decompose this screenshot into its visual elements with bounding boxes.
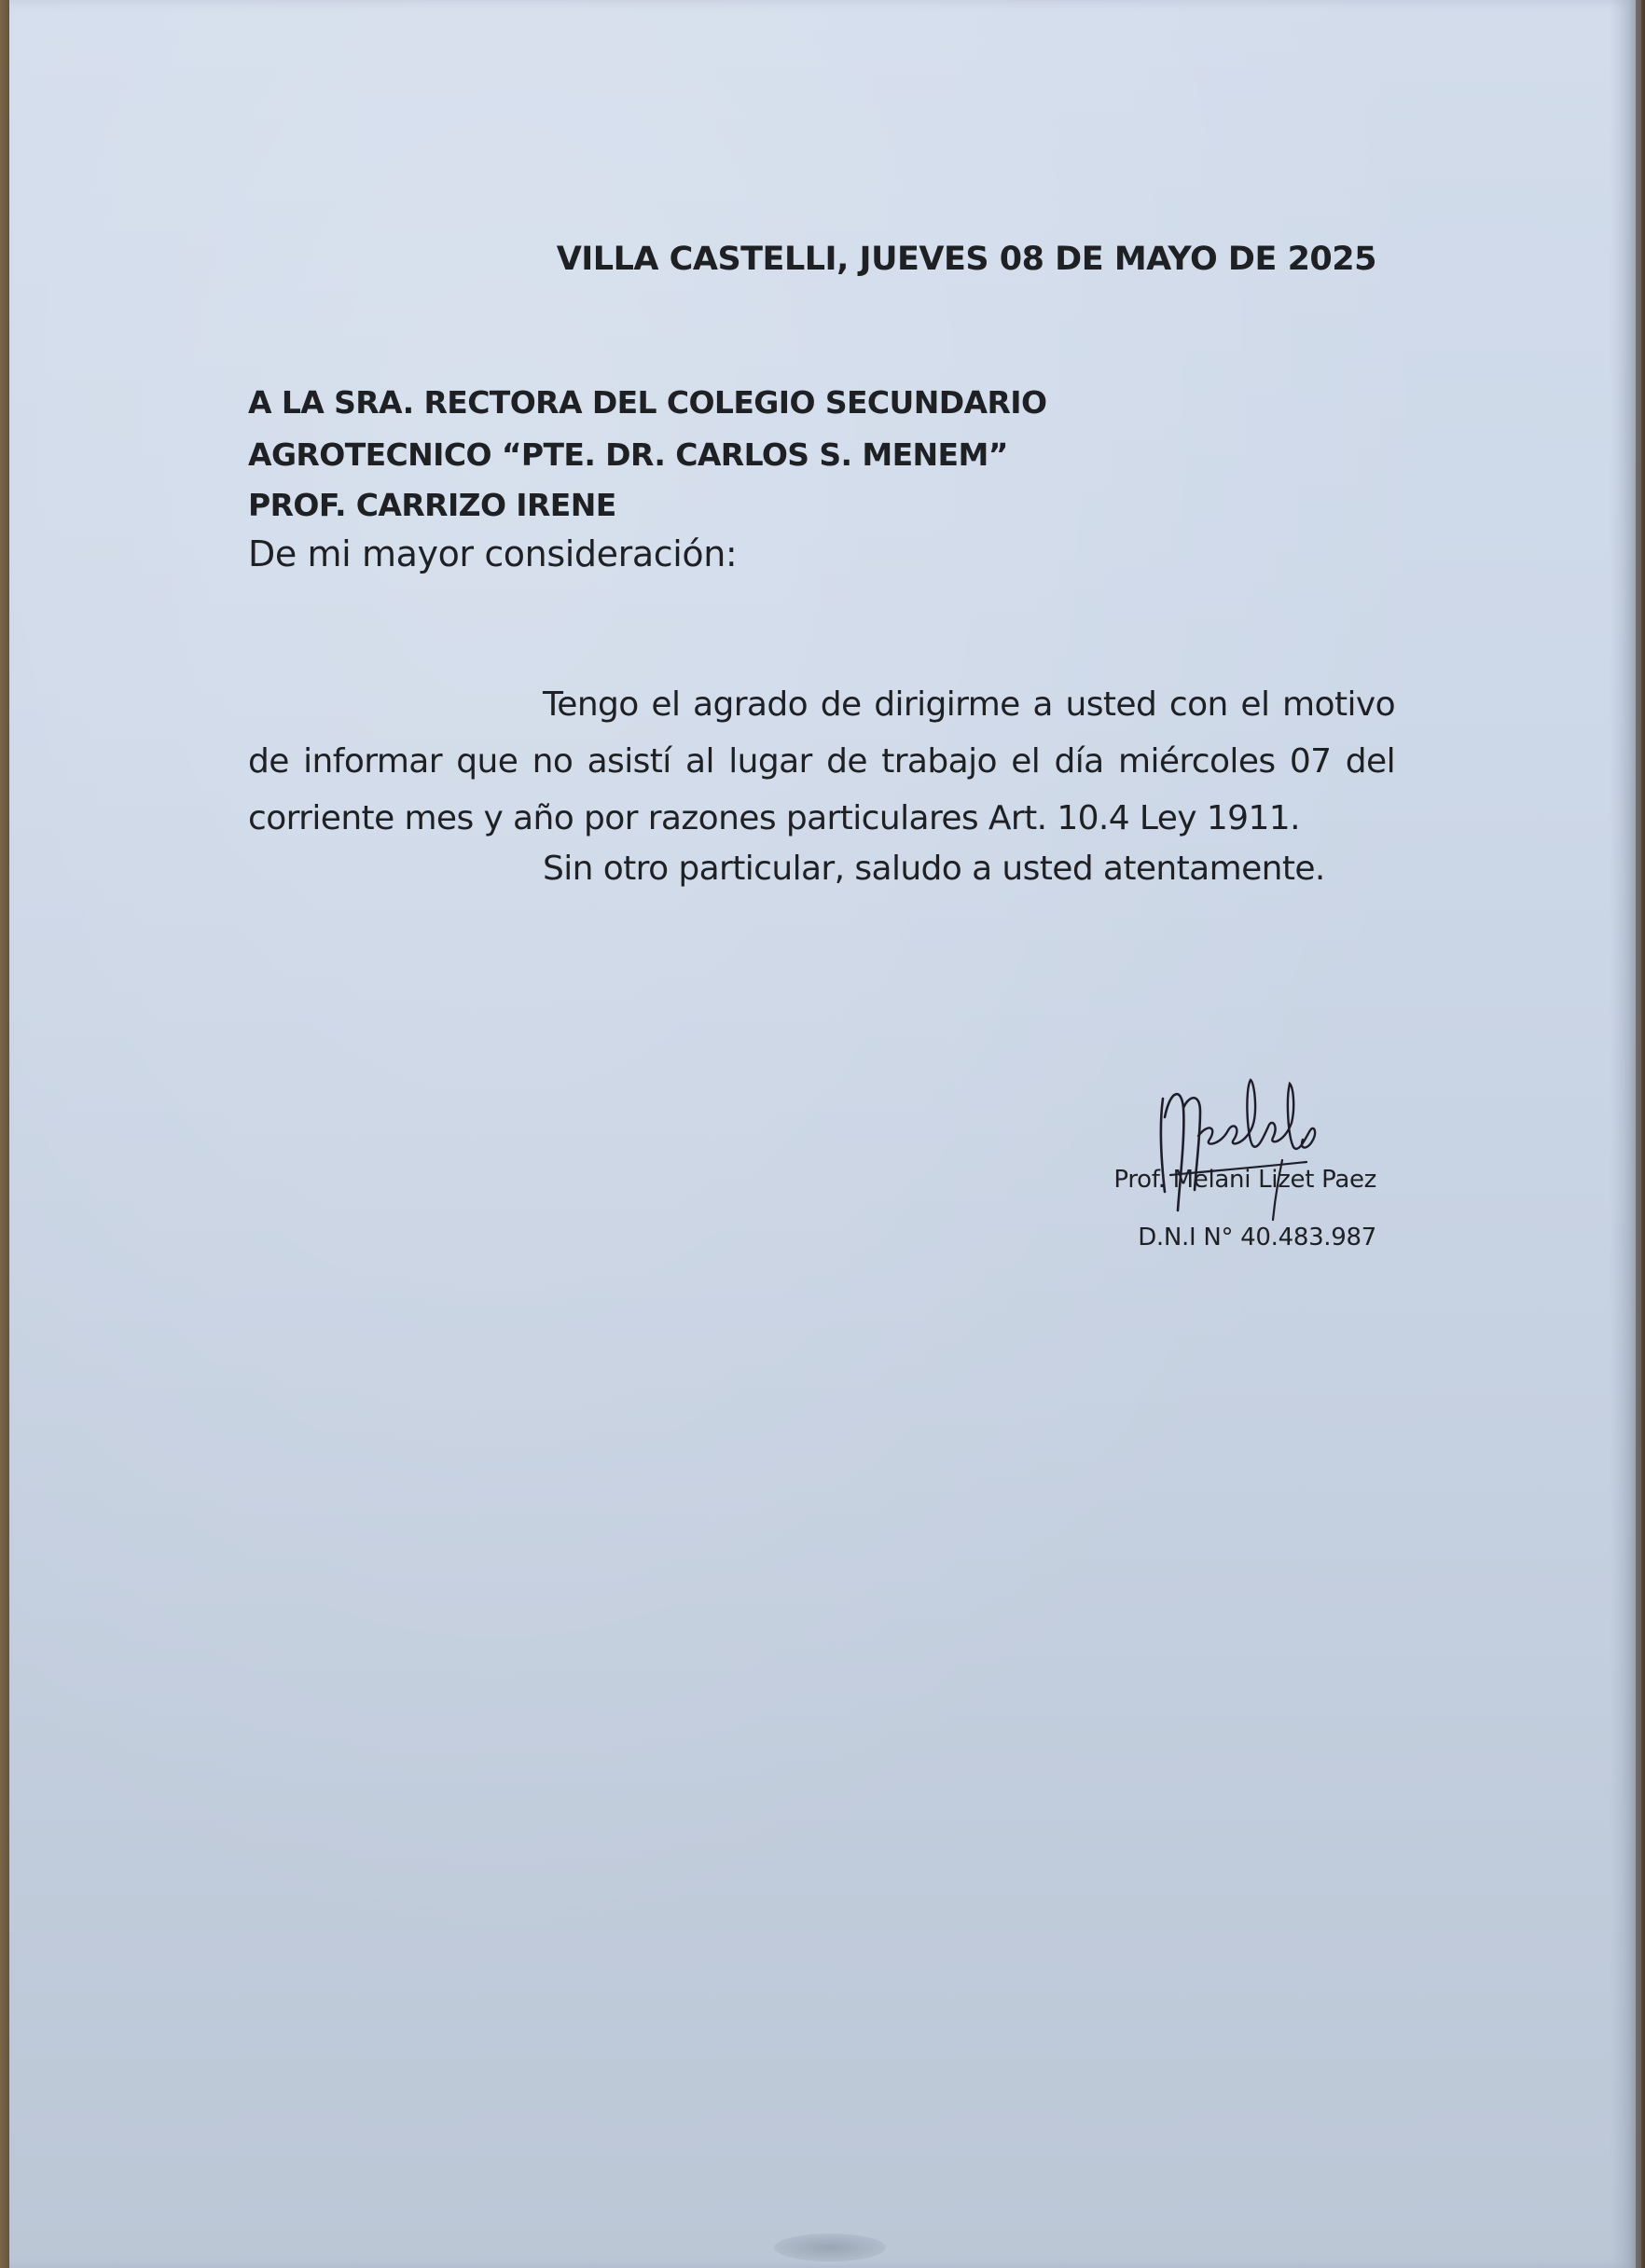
body-paragraph: Tengo el agrado de dirigirme a usted con el motivo de informar que no asistí al lugar de trabajo el día miércoles 07 del corriente mes y año por razones particulares Art. 10.4 Ley 1911. (248, 685, 1395, 837)
greeting: De mi mayor consideración: (248, 533, 738, 574)
closing-line: Sin otro particular, saludo a usted atentamente. (543, 850, 1325, 888)
letter-sheet (9, 0, 1636, 2268)
signer-name: Prof. Melani Lizet Paez (1113, 1166, 1376, 1194)
signer-dni: D.N.I N° 40.483.987 (1138, 1224, 1376, 1252)
recipient-line-1: A LA SRA. RECTORA DEL COLEGIO SECUNDARIO (248, 384, 1047, 421)
recipient-line-3: PROF. CARRIZO IRENE (248, 487, 616, 523)
recipient-line-2: AGROTECNICO “PTE. DR. CARLOS S. MENEM” (248, 436, 1008, 473)
paper-stain (774, 2233, 886, 2261)
signature-stroke-initial (1161, 1094, 1200, 1210)
signature-stroke-loops (1198, 1080, 1315, 1149)
sheet-shadow-edge (1610, 0, 1641, 2268)
date-line: VILLA CASTELLI, JUEVES 08 DE MAYO DE 2025 (556, 241, 1376, 278)
handwritten-signature (1142, 1071, 1329, 1229)
signature-stroke-underline (1170, 1160, 1306, 1220)
